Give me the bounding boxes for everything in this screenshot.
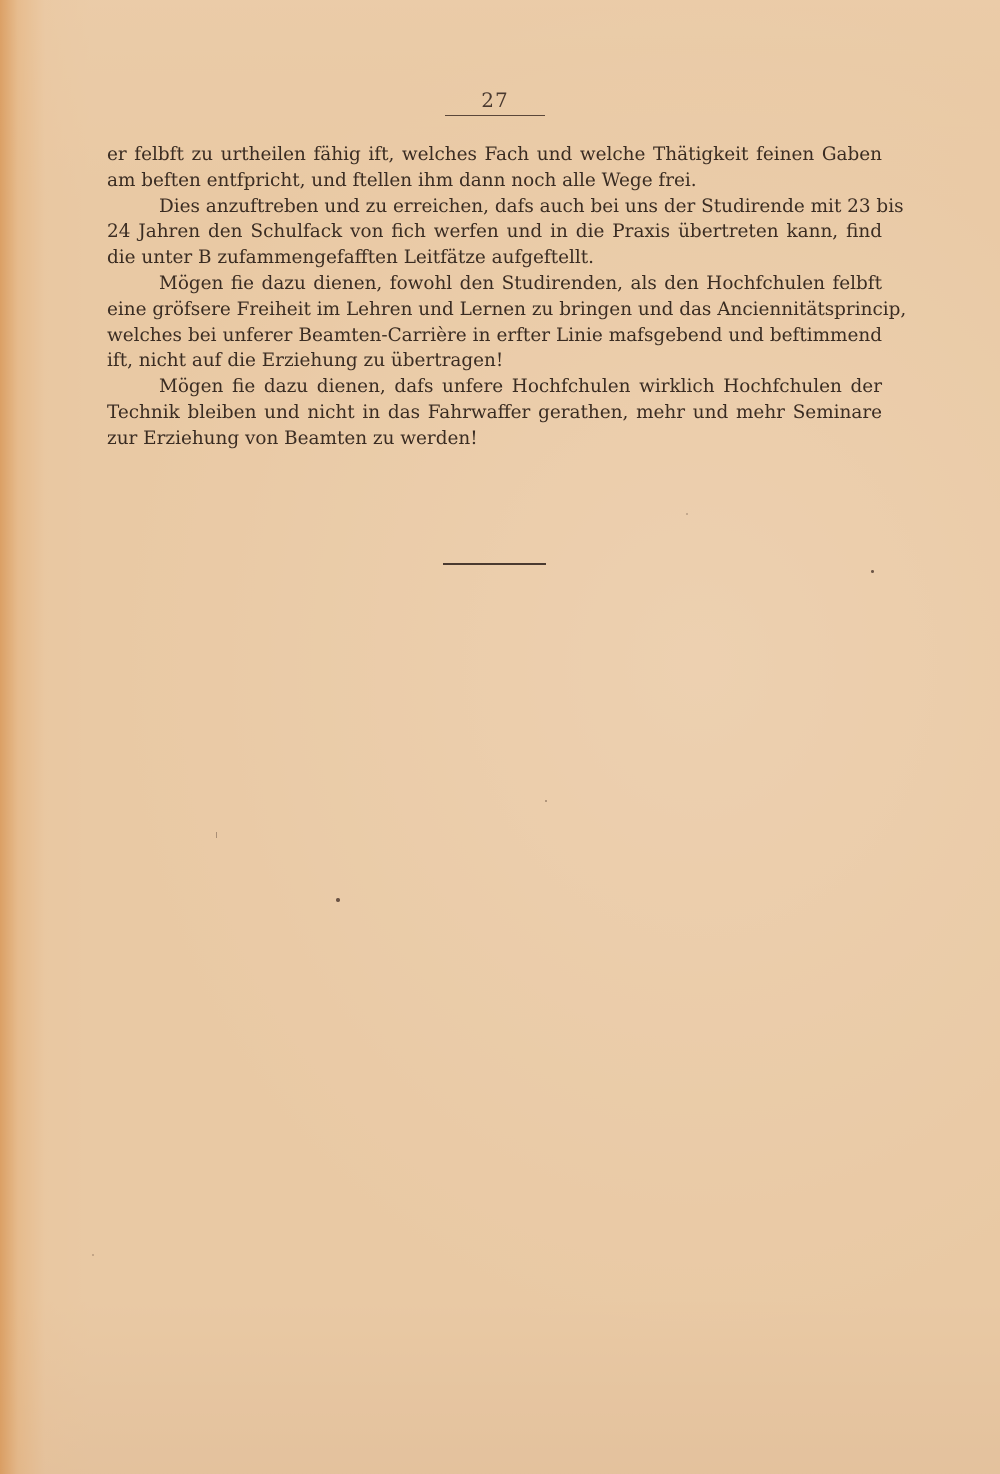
text-line: er felbft zu urtheilen fähig ift, welches Fach und welche Thätigkeit feinen Gaben <box>107 144 882 165</box>
page-number-rule <box>445 115 545 116</box>
page-number: 27 <box>481 88 509 112</box>
text-line: Technik bleiben und nicht in das Fahrwaffer gerathen, mehr und mehr Seminare <box>107 401 882 423</box>
body-text <box>107 142 907 452</box>
text-line: Dies anzuftreben und zu erreichen, dafs auch bei uns der Studirende mit 23 bis <box>159 195 904 217</box>
text-line: 24 Jahren den Schulfack von fich werfen und in die Praxis übertreten kann, find <box>107 221 882 243</box>
paper-speck <box>216 832 217 838</box>
text-line: zur Erziehung von Beamten zu werden! <box>107 427 478 449</box>
paper-speck <box>92 1254 94 1256</box>
text-line: ift, nicht auf die Erziehung zu übertragen! <box>107 350 504 372</box>
text-line: Mögen fie dazu dienen, dafs unfere Hochfchulen wirklich Hochfchulen der <box>159 376 882 398</box>
text-line: Mögen fie dazu dienen, fowohl den Studirenden, als den Hochfchulen felbft <box>159 272 882 294</box>
paper-speck <box>871 570 874 573</box>
text-line: welches bei unferer Beamten-Carrière in erfter Linie mafsgebend und beftimmend <box>107 324 882 346</box>
text-line: die unter B zufammengefafften Leitfätze aufgeftellt. <box>107 247 595 269</box>
paper-speck <box>336 898 340 902</box>
end-rule <box>443 563 546 565</box>
paper-speck <box>686 513 688 515</box>
paper-speck <box>545 800 547 802</box>
text-line: am beften entfpricht, und ftellen ihm dann noch alle Wege frei. <box>107 169 697 191</box>
text-line: eine gröfsere Freiheit im Lehren und Lernen zu bringen und das Anciennitätsprincip, <box>107 298 907 320</box>
